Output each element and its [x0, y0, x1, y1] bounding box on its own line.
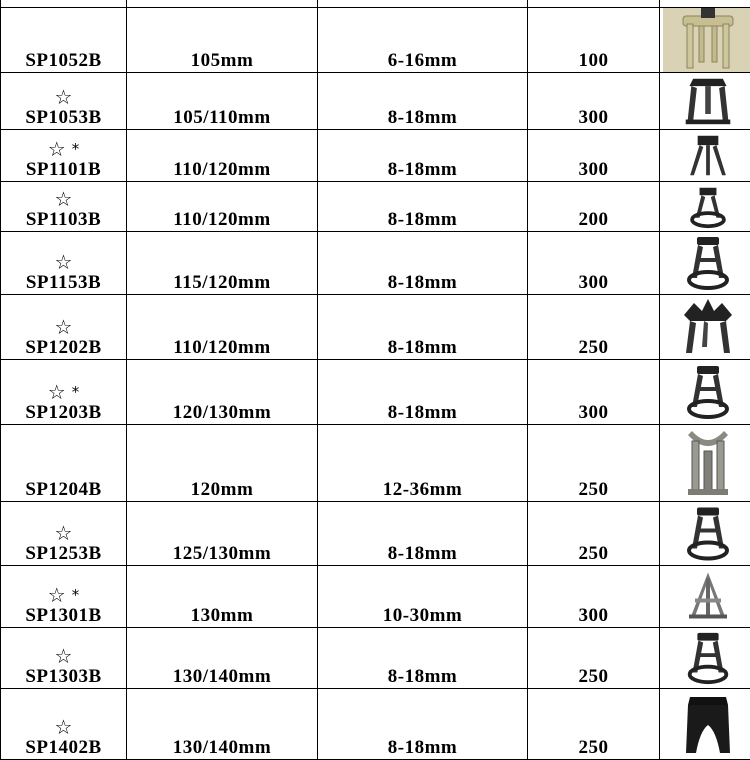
recommended-marks — [55, 251, 73, 273]
spacer-round-icon — [683, 234, 733, 292]
quantity-cell — [528, 360, 660, 425]
star-icon: ☆ — [55, 250, 73, 274]
model-code-cell — [1, 232, 127, 295]
product-image-cell — [660, 566, 750, 628]
height-value: 125/130mm — [127, 544, 317, 565]
height-value: 120mm — [127, 480, 317, 501]
table-row — [1, 73, 750, 130]
model-code-cell — [1, 566, 127, 628]
rebar-diameter-value: 12-36mm — [318, 480, 527, 501]
height-value: 130/140mm — [127, 667, 317, 688]
quantity-value: 250 — [528, 667, 659, 688]
table-row — [1, 8, 750, 73]
model-code-cell — [1, 689, 127, 760]
model-code: SP1301B — [25, 606, 101, 627]
model-code: SP1402B — [25, 738, 101, 759]
model-code-cell — [1, 628, 127, 689]
height-cell — [127, 360, 318, 425]
star-icon: ☆ — [55, 315, 73, 339]
star-icon: ☆ — [55, 187, 73, 211]
quantity-value: 300 — [528, 403, 659, 424]
model-code: SP1202B — [25, 338, 101, 359]
quantity-value: 250 — [528, 480, 659, 501]
height-cell — [127, 295, 318, 360]
height-cell — [127, 130, 318, 182]
height-cell — [127, 566, 318, 628]
spacer-round-icon — [683, 630, 733, 686]
model-code-cell — [1, 130, 127, 182]
rebar-diameter-cell — [318, 566, 528, 628]
product-image-cell — [660, 360, 750, 425]
height-value: 110/120mm — [127, 160, 317, 181]
rebar-diameter-value: 10-30mm — [318, 606, 527, 627]
product-image-cell — [660, 0, 750, 8]
rebar-diameter-value: 8-18mm — [318, 544, 527, 565]
rebar-diameter-cell — [318, 8, 528, 73]
quantity-value: 300 — [528, 273, 659, 294]
star-icon: ☆ — [48, 137, 66, 161]
height-cell — [127, 8, 318, 73]
product-image-cell — [660, 295, 750, 360]
model-code: SP1052B — [25, 51, 101, 72]
star-icon: ☆ — [55, 715, 73, 739]
height-value: 130mm — [127, 606, 317, 627]
asterisk-icon: * — [72, 383, 80, 401]
star-icon: ☆ — [55, 644, 73, 668]
recommended-marks — [55, 645, 73, 667]
model-code: SP1053B — [25, 108, 101, 129]
rebar-diameter-value: 6-16mm — [318, 51, 527, 72]
model-code-cell — [1, 295, 127, 360]
recommended-marks — [48, 138, 79, 160]
quantity-cell — [528, 502, 660, 566]
rebar-diameter-cell — [318, 232, 528, 295]
recommended-marks — [55, 188, 73, 210]
quantity-value: 250 — [528, 338, 659, 359]
height-cell — [127, 502, 318, 566]
model-code-cell — [1, 0, 127, 8]
asterisk-icon: * — [72, 140, 80, 158]
rebar-diameter-cell — [318, 295, 528, 360]
rebar-diameter-value: 8-18mm — [318, 738, 527, 759]
model-code: SP1303B — [25, 667, 101, 688]
table-row — [1, 566, 750, 628]
table-row — [1, 0, 750, 8]
spacer-arch-icon — [680, 691, 736, 757]
height-cell — [127, 232, 318, 295]
rebar-diameter-cell — [318, 73, 528, 130]
recommended-marks — [48, 381, 79, 403]
rebar-diameter-cell — [318, 628, 528, 689]
rebar-diameter-cell — [318, 130, 528, 182]
height-value: 130/140mm — [127, 738, 317, 759]
height-value: 105/110mm — [127, 108, 317, 129]
quantity-cell — [528, 130, 660, 182]
table-row — [1, 689, 750, 760]
height-cell — [127, 628, 318, 689]
model-code: SP1204B — [25, 480, 101, 501]
quantity-value: 250 — [528, 738, 659, 759]
spacer-photo-icon — [663, 8, 750, 72]
model-code-cell — [1, 182, 127, 232]
table-row — [1, 232, 750, 295]
asterisk-icon: * — [72, 586, 80, 604]
table-row — [1, 295, 750, 360]
model-code-cell — [1, 73, 127, 130]
model-code: SP1203B — [25, 403, 101, 424]
height-value: 105mm — [127, 51, 317, 72]
model-code-cell — [1, 360, 127, 425]
rebar-diameter-cell — [318, 182, 528, 232]
rebar-diameter-value: 8-18mm — [318, 403, 527, 424]
spacer-grey-tall-icon — [680, 427, 736, 499]
height-cell — [127, 73, 318, 130]
quantity-value: 100 — [528, 51, 659, 72]
quantity-value: 200 — [528, 210, 659, 231]
recommended-marks — [55, 522, 73, 544]
quantity-cell — [528, 689, 660, 760]
height-value: 110/120mm — [127, 338, 317, 359]
quantity-cell — [528, 425, 660, 502]
product-image-cell — [660, 8, 750, 73]
quantity-value: 300 — [528, 160, 659, 181]
rebar-diameter-value: 8-18mm — [318, 210, 527, 231]
spacer-tripod-icon — [683, 568, 733, 625]
quantity-cell — [528, 182, 660, 232]
spacer-small-round-icon — [683, 184, 733, 229]
model-code: SP1103B — [26, 210, 101, 231]
rebar-diameter-cell — [318, 502, 528, 566]
rebar-diameter-value: 8-18mm — [318, 667, 527, 688]
quantity-cell — [528, 628, 660, 689]
model-code: SP1253B — [25, 544, 101, 565]
recommended-marks — [55, 86, 73, 108]
quantity-cell — [528, 232, 660, 295]
rebar-diameter-value: 8-18mm — [318, 273, 527, 294]
table-row — [1, 182, 750, 232]
height-cell — [127, 689, 318, 760]
rebar-diameter-cell — [318, 360, 528, 425]
rebar-diameter-cell — [318, 0, 528, 8]
product-image-cell — [660, 182, 750, 232]
product-image-cell — [660, 232, 750, 295]
spacer-crown-icon — [680, 297, 736, 357]
model-code: SP1153B — [26, 273, 101, 294]
table-row — [1, 628, 750, 689]
product-image-cell — [660, 130, 750, 182]
quantity-value: 300 — [528, 606, 659, 627]
product-image-cell — [660, 628, 750, 689]
quantity-cell — [528, 0, 660, 8]
rebar-diameter-value: 8-18mm — [318, 160, 527, 181]
table-row — [1, 425, 750, 502]
spacer-round-icon — [683, 504, 733, 563]
rebar-diameter-cell — [318, 689, 528, 760]
product-image-cell — [660, 689, 750, 760]
product-image-cell — [660, 73, 750, 130]
star-icon: ☆ — [55, 85, 73, 109]
table-row — [1, 130, 750, 182]
quantity-cell — [528, 73, 660, 130]
table-row — [1, 360, 750, 425]
product-image-cell — [660, 502, 750, 566]
recommended-marks — [55, 316, 73, 338]
height-cell — [127, 0, 318, 8]
rebar-diameter-cell — [318, 425, 528, 502]
height-cell — [127, 425, 318, 502]
star-icon: ☆ — [55, 521, 73, 545]
star-icon: ☆ — [48, 380, 66, 404]
product-image-cell — [660, 425, 750, 502]
spacer-round-icon — [683, 362, 733, 422]
model-code-cell — [1, 8, 127, 73]
quantity-cell — [528, 566, 660, 628]
quantity-value: 300 — [528, 108, 659, 129]
quantity-cell — [528, 295, 660, 360]
recommended-marks — [55, 716, 73, 738]
recommended-marks — [48, 584, 79, 606]
quantity-cell — [528, 8, 660, 73]
star-icon: ☆ — [48, 583, 66, 607]
rebar-diameter-value: 8-18mm — [318, 338, 527, 359]
height-value: 120/130mm — [127, 403, 317, 424]
rebar-diameter-value: 8-18mm — [318, 108, 527, 129]
spacer-legs-icon — [683, 132, 733, 179]
model-code: SP1101B — [26, 160, 101, 181]
height-cell — [127, 182, 318, 232]
model-code-cell — [1, 425, 127, 502]
table-row — [1, 502, 750, 566]
spacer-chair-icon — [678, 75, 738, 127]
height-value: 115/120mm — [127, 273, 317, 294]
height-value: 110/120mm — [127, 210, 317, 231]
quantity-value: 250 — [528, 544, 659, 565]
model-code-cell — [1, 502, 127, 566]
